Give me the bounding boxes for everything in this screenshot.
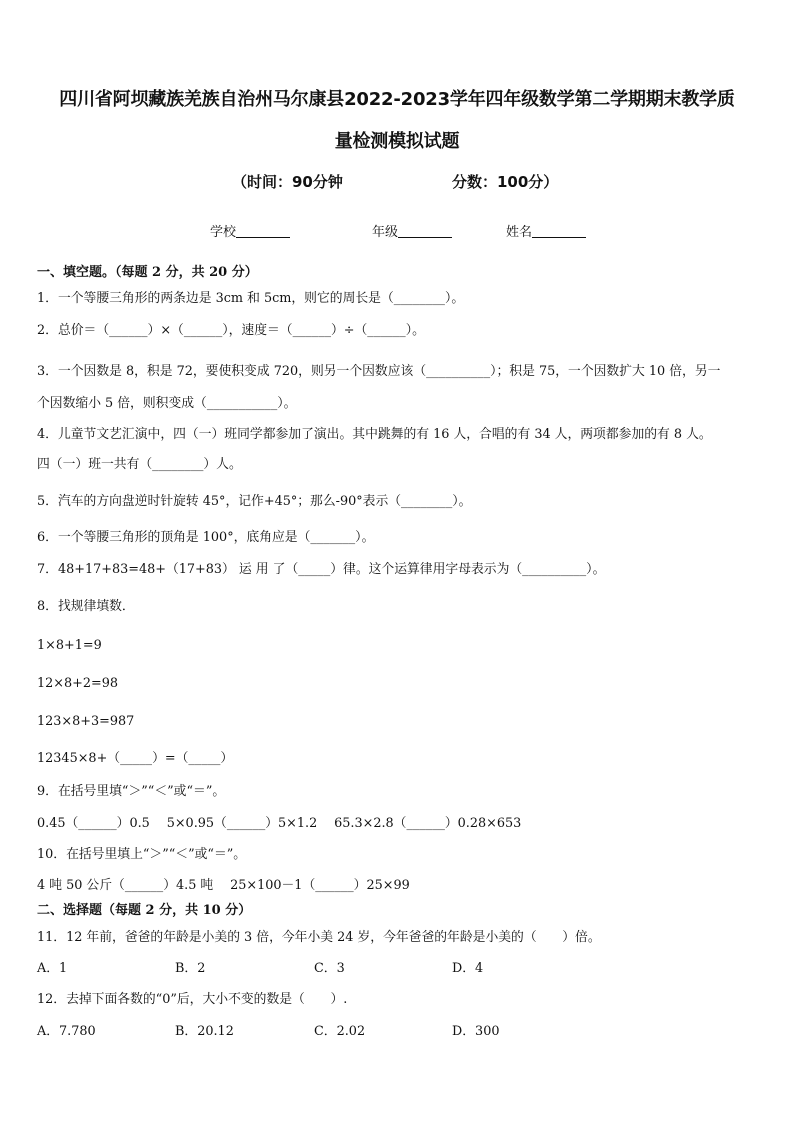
q12-option-c[interactable]: C．2.02 (314, 1024, 366, 1039)
name-blank[interactable] (532, 223, 586, 238)
q12-option-d[interactable]: D．300 (452, 1024, 500, 1039)
question-9: 9．在括号里填“＞”“＜”或“＝”。 (37, 784, 226, 799)
grade-field (372, 223, 452, 242)
question-4-line-2: 四（一）班一共有（________）人。 (37, 457, 242, 472)
section-fill-in: 一、填空题。（每题 2 分，共 20 分） (37, 265, 258, 280)
question-4-line-1: 4．儿童节文艺汇演中，四（一）班同学都参加了演出。其中跳舞的有 16 人，合唱的有 34 人，两项都参加的有 8 人。 (37, 427, 712, 442)
grade-label: 年级 (372, 225, 399, 240)
exam-score: 分数：100分） (452, 173, 559, 191)
question-3-line-2: 个因数缩小 5 倍，则积变成（___________）。 (37, 396, 297, 411)
question-8-pattern-3: 123×8+3=987 (37, 714, 135, 729)
question-2: 2．总价＝（______）×（______），速度＝（______）÷（______）。 (37, 323, 425, 338)
q12-option-a[interactable]: A．7.780 (37, 1024, 96, 1039)
question-10-items: 4 吨 50 公斤（______）4.5 吨 25×100－1（______）25×99 (37, 878, 410, 893)
school-field (210, 223, 290, 242)
question-10: 10．在括号里填上“＞”“＜”或“＝”。 (37, 847, 247, 862)
question-8-pattern-4: 12345×8+（_____）=（_____） (37, 751, 234, 766)
question-12: 12．去掉下面各数的“0”后，大小不变的数是（ ）. (37, 992, 348, 1007)
grade-blank[interactable] (398, 223, 452, 238)
exam-title-line-2: 量检测模拟试题 (334, 131, 460, 152)
question-8-pattern-1: 1×8+1=9 (37, 638, 102, 653)
q12-option-b[interactable]: B．20.12 (175, 1024, 234, 1039)
question-3-line-1: 3．一个因数是 8，积是 72，要使积变成 720，则另一个因数应该（__________）；积是 75，一个因数扩大 10 倍，另一 (37, 364, 721, 379)
section-choice: 二、选择题（每题 2 分，共 10 分） (37, 903, 252, 918)
question-7: 7．48+17+83=48+（17+83） 运 用 了（_____）律。这个运算律用字母表示为（__________）。 (37, 562, 606, 577)
question-11: 11．12 年前，爸爸的年龄是小美的 3 倍，今年小美 24 岁，今年爸爸的年龄是小美的（ ）倍。 (37, 930, 601, 945)
question-8-pattern-2: 12×8+2=98 (37, 676, 119, 691)
q11-option-c[interactable]: C．3 (314, 961, 345, 976)
q11-option-a[interactable]: A．1 (37, 961, 68, 976)
school-label: 学校 (210, 225, 237, 240)
question-6: 6．一个等腰三角形的顶角是 100°，底角应是（_______）。 (37, 530, 375, 545)
school-blank[interactable] (236, 223, 290, 238)
exam-time: （时间：90分钟 (232, 173, 343, 191)
question-8: 8．找规律填数． (37, 599, 135, 614)
question-5: 5．汽车的方向盘逆时针旋转 45°，记作+45°；那么-90°表示（________）。 (37, 494, 472, 509)
question-9-items: 0.45（______）0.5 5×0.95（______）5×1.2 65.3×2.8（______）0.28×653 (37, 816, 522, 831)
q11-option-d[interactable]: D．4 (452, 961, 484, 976)
name-field (506, 223, 586, 242)
exam-title-line-1: 四川省阿坝藏族羌族自治州马尔康县2022-2023学年四年级数学第二学期期末教学质 (59, 89, 735, 110)
question-1: 1．一个等腰三角形的两条边是 3cm 和 5cm，则它的周长是（________）。 (37, 291, 465, 306)
name-label: 姓名 (506, 225, 533, 240)
q11-option-b[interactable]: B．2 (175, 961, 206, 976)
